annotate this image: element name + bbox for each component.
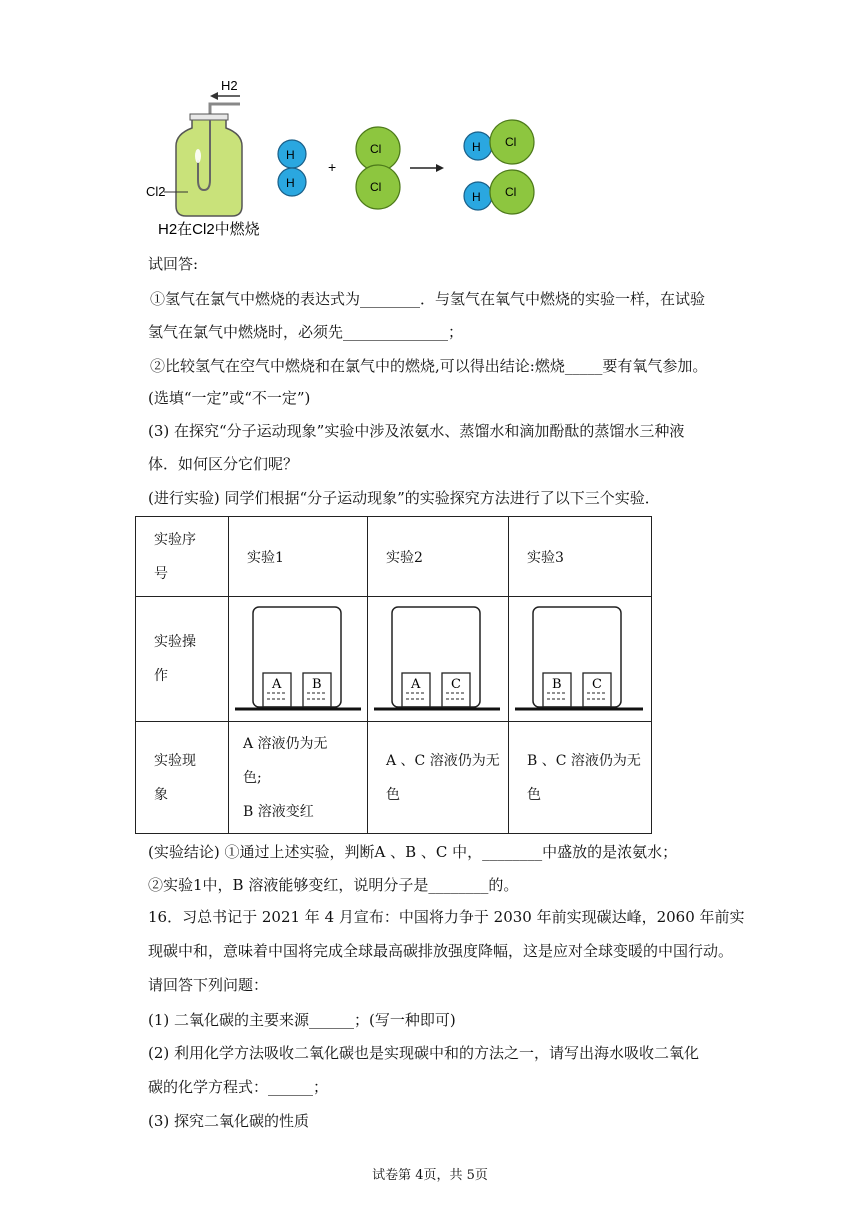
plus-sign: + — [328, 159, 337, 175]
h2-arrowhead — [210, 92, 218, 100]
bottle-cap — [190, 114, 228, 120]
experiment-1-label: 实验1 — [247, 549, 284, 566]
question-16-line: (1) 二氧化碳的主要来源______；(写一种即可) — [148, 1011, 456, 1029]
question-16-line: 16．习总书记于 2021 年 4 月宣布：中国将力争于 2030 年前实现碳达峰，2060 年前实 — [148, 908, 745, 926]
beaker-label: A — [272, 677, 282, 692]
table-cell — [229, 517, 368, 597]
question-16-line: 碳的化学方程式：______； — [148, 1078, 329, 1096]
beaker-label: B — [312, 677, 322, 692]
cl-atom-label: Cl — [505, 135, 517, 149]
cl2-label: Cl2 — [146, 184, 166, 199]
question-line: 氢气在氯气中燃烧时，必须先______________； — [148, 323, 464, 341]
table-row — [136, 722, 652, 834]
table-cell: A 、C 溶液仍为无 色 — [368, 722, 509, 834]
question-16-line: (2) 利用化学方法吸收二氧化碳也是实现碳中和的方法之一，请写出海水吸收二氧化 — [148, 1044, 700, 1062]
row-header: 实验现 象 — [136, 722, 229, 834]
h-atom-label: H — [286, 176, 295, 190]
beaker-label: B — [552, 677, 562, 692]
experiment-3-label: 实验3 — [527, 549, 564, 566]
row-header: 实验序 号 — [136, 517, 229, 597]
question-16-line: 现碳中和，意味着中国将完成全球最高碳排放强度降幅，这是应对全球变暖的中国行动。 — [148, 942, 734, 960]
conclusion-line: (实验结论) ①通过上述实验，判断A 、B 、C 中，________中盛放的是浓氨水； — [148, 843, 678, 861]
experiment-table — [135, 516, 652, 834]
question-line: (3) 在探究“分子运动现象”实验中涉及浓氨水、蒸馏水和滴加酚酞的蒸馏水三种液 — [148, 422, 685, 440]
cl-atom-label: Cl — [370, 142, 382, 156]
beaker-setup-3 — [509, 597, 649, 717]
h-atom-label: H — [286, 148, 295, 162]
table-cell — [229, 597, 368, 722]
beaker-label: A — [411, 677, 421, 692]
h-atom-label: H — [472, 140, 481, 154]
h2-cl2-figure — [140, 72, 560, 240]
question-line: (进行实验) 同学们根据“分子运动现象”的实验探究方法进行了以下三个实验． — [148, 489, 660, 507]
table-row — [136, 517, 652, 597]
question-line: ②比较氢气在空气中燃烧和在氯气中的燃烧,可以得出结论:燃烧_____要有氧气参加。 — [150, 357, 708, 375]
table-cell — [509, 597, 652, 722]
conclusion-line: ②实验1中，B 溶液能够变红，说明分子是________的。 — [148, 876, 519, 894]
question-16-line: 请回答下列问题： — [148, 976, 269, 994]
reaction-diagram — [140, 72, 560, 240]
answer-prompt: 试回答: — [148, 255, 199, 273]
cl-atom-label: Cl — [505, 185, 517, 199]
beaker-label: C — [451, 677, 461, 692]
bell-jar — [392, 607, 480, 707]
question-16-line: (3) 探究二氧化碳的性质 — [148, 1112, 310, 1130]
table-cell — [368, 517, 509, 597]
figure-caption: H2在Cl2中燃烧 — [158, 221, 260, 238]
beaker-label: C — [592, 677, 602, 692]
beaker-setup-2 — [368, 597, 506, 717]
bell-jar — [533, 607, 621, 707]
question-line: ①氢气在氯气中燃烧的表达式为________．与氢气在氧气中燃烧的实验一样，在试验 — [150, 290, 706, 308]
experiment-2-label: 实验2 — [386, 549, 423, 566]
row-header: 实验操 作 — [136, 597, 229, 722]
table-row — [136, 597, 652, 722]
question-line: (选填“一定”或“不一定”) — [148, 389, 311, 407]
flame — [195, 149, 201, 163]
cl-atom-label: Cl — [370, 180, 382, 194]
table-cell: B 、C 溶液仍为无 色 — [509, 722, 652, 834]
question-line: 体．如何区分它们呢？ — [148, 455, 299, 473]
table-cell — [368, 597, 509, 722]
table-cell: A 溶液仍为无 色; B 溶液变红 — [229, 722, 368, 834]
table-cell — [509, 517, 652, 597]
page-footer: 试卷第 4页，共 5页 — [372, 1168, 488, 1183]
h2-arrow-label: H2 — [221, 78, 238, 93]
beaker-setup-1 — [229, 597, 367, 717]
h-atom-label: H — [472, 190, 481, 204]
bell-jar — [253, 607, 341, 707]
reaction-arrowhead — [436, 164, 444, 172]
